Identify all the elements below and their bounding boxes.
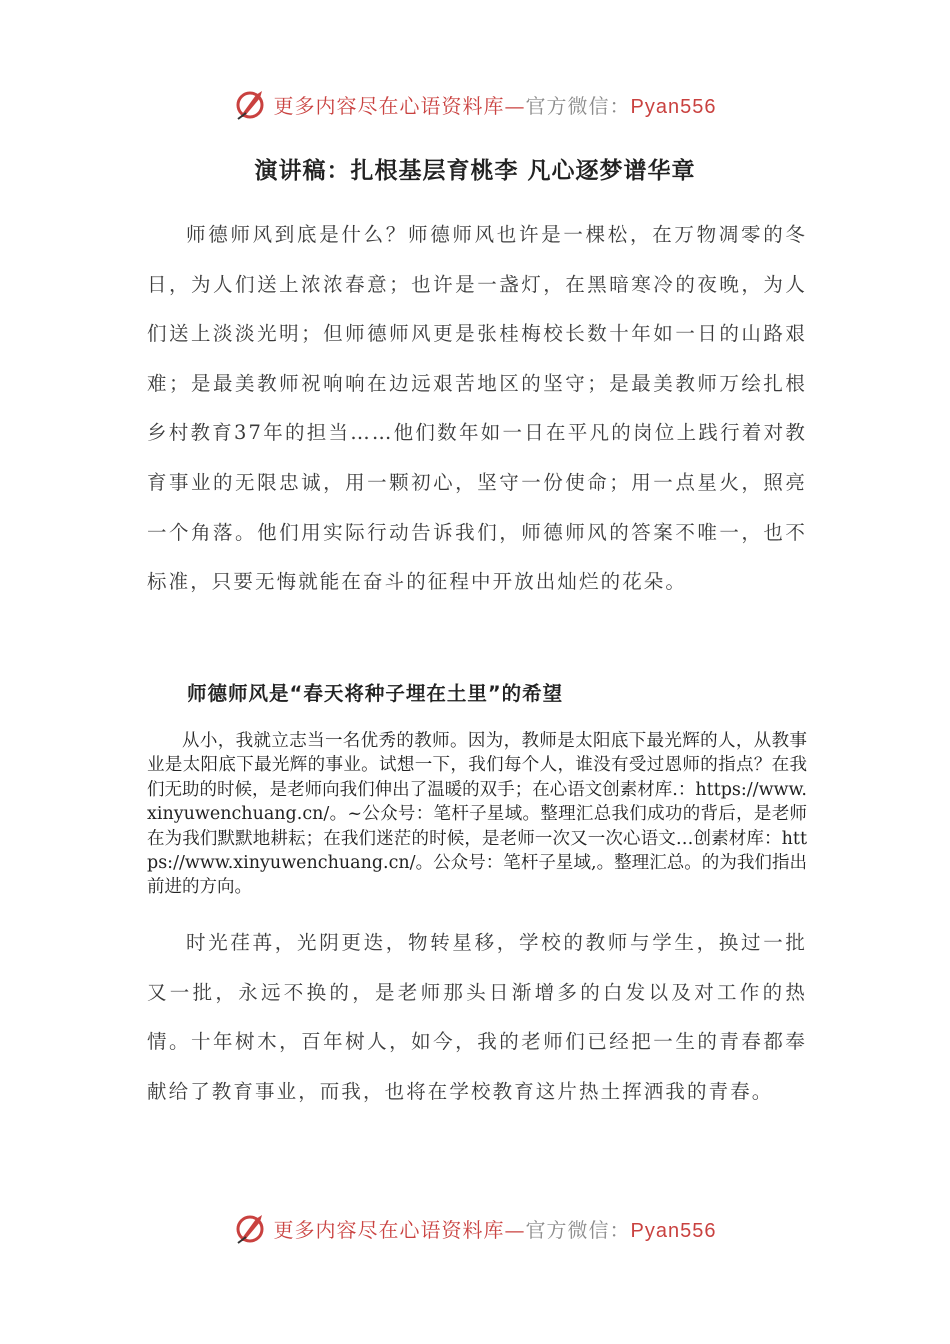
paragraph-2: 从小，我就立志当一名优秀的教师。因为，教师是太阳底下最光辉的人，从教事业是太阳底下最光辉的事业。试想一下，我们每个人，谁没有受过恩师的指点？在我们无助的时候，是老师向我们伸出了温暖的双手；在心语文创素材库.：https://www.xinyuwenchuang.cn/。~公众号：笔杆子星域。整理汇总我们成功的背后，是老师在为我们默默地耕耘；在我们迷茫的时候，是老师一次又一次心语文…创素材库：https://www.xinyuwenchuang.cn/。公众号：笔杆子星域,。整理汇总。的为我们指出前进的方向。 [147, 731, 807, 898]
footer-official-label: 官方微信： [525, 1217, 631, 1242]
footer-banner [0, 1208, 950, 1248]
paragraph-1: 师德师风到底是什么？师德师风也许是一棵松，在万物凋零的冬日，为人们送上浓浓春意；也许是一盏灯，在黑暗寒冷的夜晚，为人们送上淡淡光明；但师德师风更是张桂梅校长数十年如一日的山路艰难；是最美教师祝响响在边远艰苦地区的坚守；是最美教师万绘扎根乡村教育37年的担当……他们数年如一日在平凡的岗位上践行着对教育事业的无限忠诚，用一颗初心，坚守一份使命；用一点星火，照亮一个角落。他们用实际行动告诉我们，师德师风的答案不唯一，也不标准，只要无悔就能在奋斗的征程中开放出灿烂的花朵。 [147, 223, 807, 594]
header-wechat-id: Pyan556 [630, 95, 717, 118]
footer-brand: 更多内容尽在心语资料库 [273, 1217, 505, 1242]
document-title: 演讲稿：扎根基层育桃李 凡心逐梦谱华章 [254, 158, 696, 184]
footer-banner-text [274, 1214, 717, 1243]
footer-dash: — [504, 1217, 526, 1242]
header-official-label: 官方微信： [525, 93, 631, 118]
paragraph-3: 时光荏苒，光阴更迭，物转星移，学校的教师与学生，换过一批又一批，永远不换的，是老师那头日渐增多的白发以及对工作的热情。十年树木，百年树人，如今，我的老师们已经把一生的青春都奉献给了教育事业，而我，也将在学校教育这片热土挥洒我的青春。 [147, 931, 807, 1103]
header-banner [0, 84, 950, 124]
header-banner-text [274, 90, 717, 119]
header-dash: — [504, 93, 526, 118]
header-brand: 更多内容尽在心语资料库 [273, 93, 505, 118]
footer-wechat-id: Pyan556 [630, 1219, 717, 1242]
pen-nib-logo-icon [234, 1211, 268, 1245]
section-subheading: 师德师风是“春天将种子埋在土里”的希望 [187, 682, 564, 705]
pen-nib-logo-icon [234, 87, 268, 121]
